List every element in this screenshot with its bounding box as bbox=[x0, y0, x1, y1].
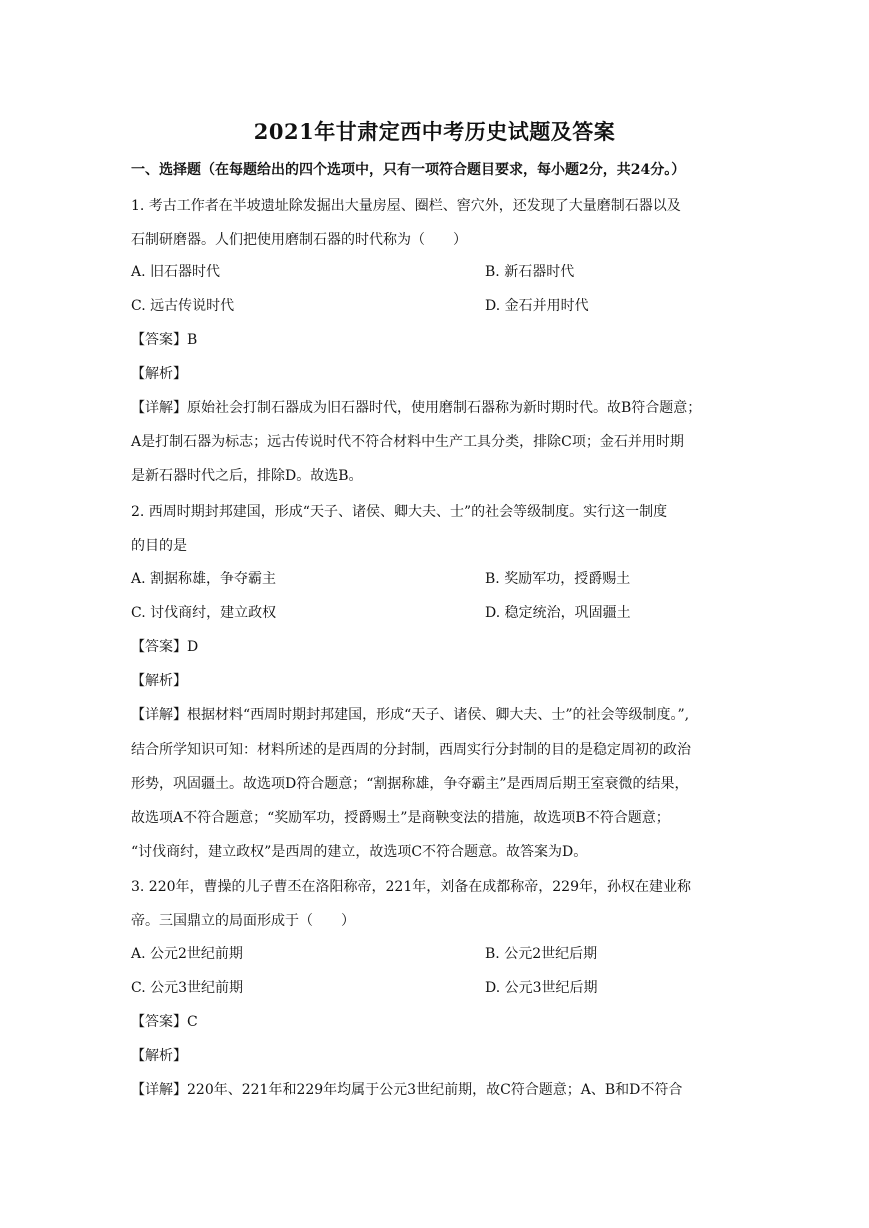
question-3-stem-line-1: 3. 220年，曹操的儿子曹丕在洛阳称帝，221年，刘备在成都称帝，229年，孙权在建业称 bbox=[131, 879, 691, 895]
question-1-answer: 【答案】B bbox=[131, 332, 198, 348]
question-3-stem-line-2: 帝。三国鼎立的局面形成于（ ） bbox=[131, 913, 355, 929]
question-3-answer: 【答案】C bbox=[131, 1014, 198, 1030]
question-2-detail-line-1: 【详解】根据材料“西周时期封邦建国，形成“天子、诸侯、卿大夫、士”的社会等级制度。”, bbox=[131, 707, 690, 723]
question-1-detail-line-3: 是新石器时代之后，排除D。故选B。 bbox=[131, 468, 363, 484]
question-1-analysis-label: 【解析】 bbox=[131, 366, 187, 382]
question-1-detail-line-1: 【详解】原始社会打制石器成为旧石器时代，使用磨制石器称为新时期时代。故B符合题意； bbox=[131, 400, 702, 416]
question-3-analysis-label: 【解析】 bbox=[131, 1048, 187, 1064]
question-3-option-b: B. 公元2世纪后期 bbox=[485, 946, 598, 962]
question-2-detail-line-5: “讨伐商纣，建立政权”是西周的建立，故选项C不符合题意。故答案为D。 bbox=[131, 844, 588, 860]
question-1-option-c: C. 远古传说时代 bbox=[131, 298, 235, 314]
question-1-stem-line-2: 石制研磨器。人们把使用磨制石器的时代称为（ ） bbox=[131, 232, 467, 248]
question-2-option-a: A. 割据称雄，争夺霸主 bbox=[131, 571, 277, 587]
question-1-option-a: A. 旧石器时代 bbox=[131, 264, 221, 280]
question-1-stem-line-1: 1. 考古工作者在半坡遗址除发掘出大量房屋、圈栏、窖穴外，还发现了大量磨制石器以及 bbox=[131, 198, 681, 214]
question-2-detail-line-2: 结合所学知识可知：材料所述的是西周的分封制，西周实行分封制的目的是稳定周初的政治 bbox=[131, 742, 691, 758]
question-2-stem-line-1: 2. 西周时期封邦建国，形成“天子、诸侯、卿大夫、士”的社会等级制度。实行这一制度 bbox=[131, 504, 668, 520]
question-3-option-d: D. 公元3世纪后期 bbox=[485, 980, 598, 996]
question-3-option-c: C. 公元3世纪前期 bbox=[131, 980, 244, 996]
question-2-option-d: D. 稳定统治，巩固疆土 bbox=[485, 605, 631, 621]
question-2-analysis-label: 【解析】 bbox=[131, 673, 187, 689]
question-2-stem-line-2: 的目的是 bbox=[131, 538, 187, 554]
question-2-answer: 【答案】D bbox=[131, 639, 199, 655]
question-1-option-b: B. 新石器时代 bbox=[485, 264, 575, 280]
page-title: 2021年甘肃定西中考历史试题及答案 bbox=[253, 119, 616, 144]
question-2-detail-line-3: 形势，巩固疆土。故选项D符合题意；“割据称雄，争夺霸主”是西周后期王室衰微的结果， bbox=[131, 776, 689, 792]
question-3-detail-line-1: 【详解】220年、221年和229年均属于公元3世纪前期，故C符合题意；A、B和D不符合 bbox=[131, 1082, 683, 1098]
question-3-option-a: A. 公元2世纪前期 bbox=[131, 946, 243, 962]
question-2-option-b: B. 奖励军功，授爵赐土 bbox=[485, 571, 631, 587]
question-1-detail-line-2: A是打制石器为标志；远古传说时代不符合材料中生产工具分类，排除C项；金石并用时期 bbox=[131, 434, 684, 450]
question-1-option-d: D. 金石并用时代 bbox=[485, 298, 589, 314]
section-heading: 一、选择题（在每题给出的四个选项中，只有一项符合题目要求，每小题2分，共24分。） bbox=[131, 162, 686, 178]
question-2-detail-line-4: 故选项A不符合题意；“奖励军功，授爵赐土”是商鞅变法的措施，故选项B不符合题意； bbox=[131, 810, 670, 826]
question-2-option-c: C. 讨伐商纣，建立政权 bbox=[131, 605, 277, 621]
